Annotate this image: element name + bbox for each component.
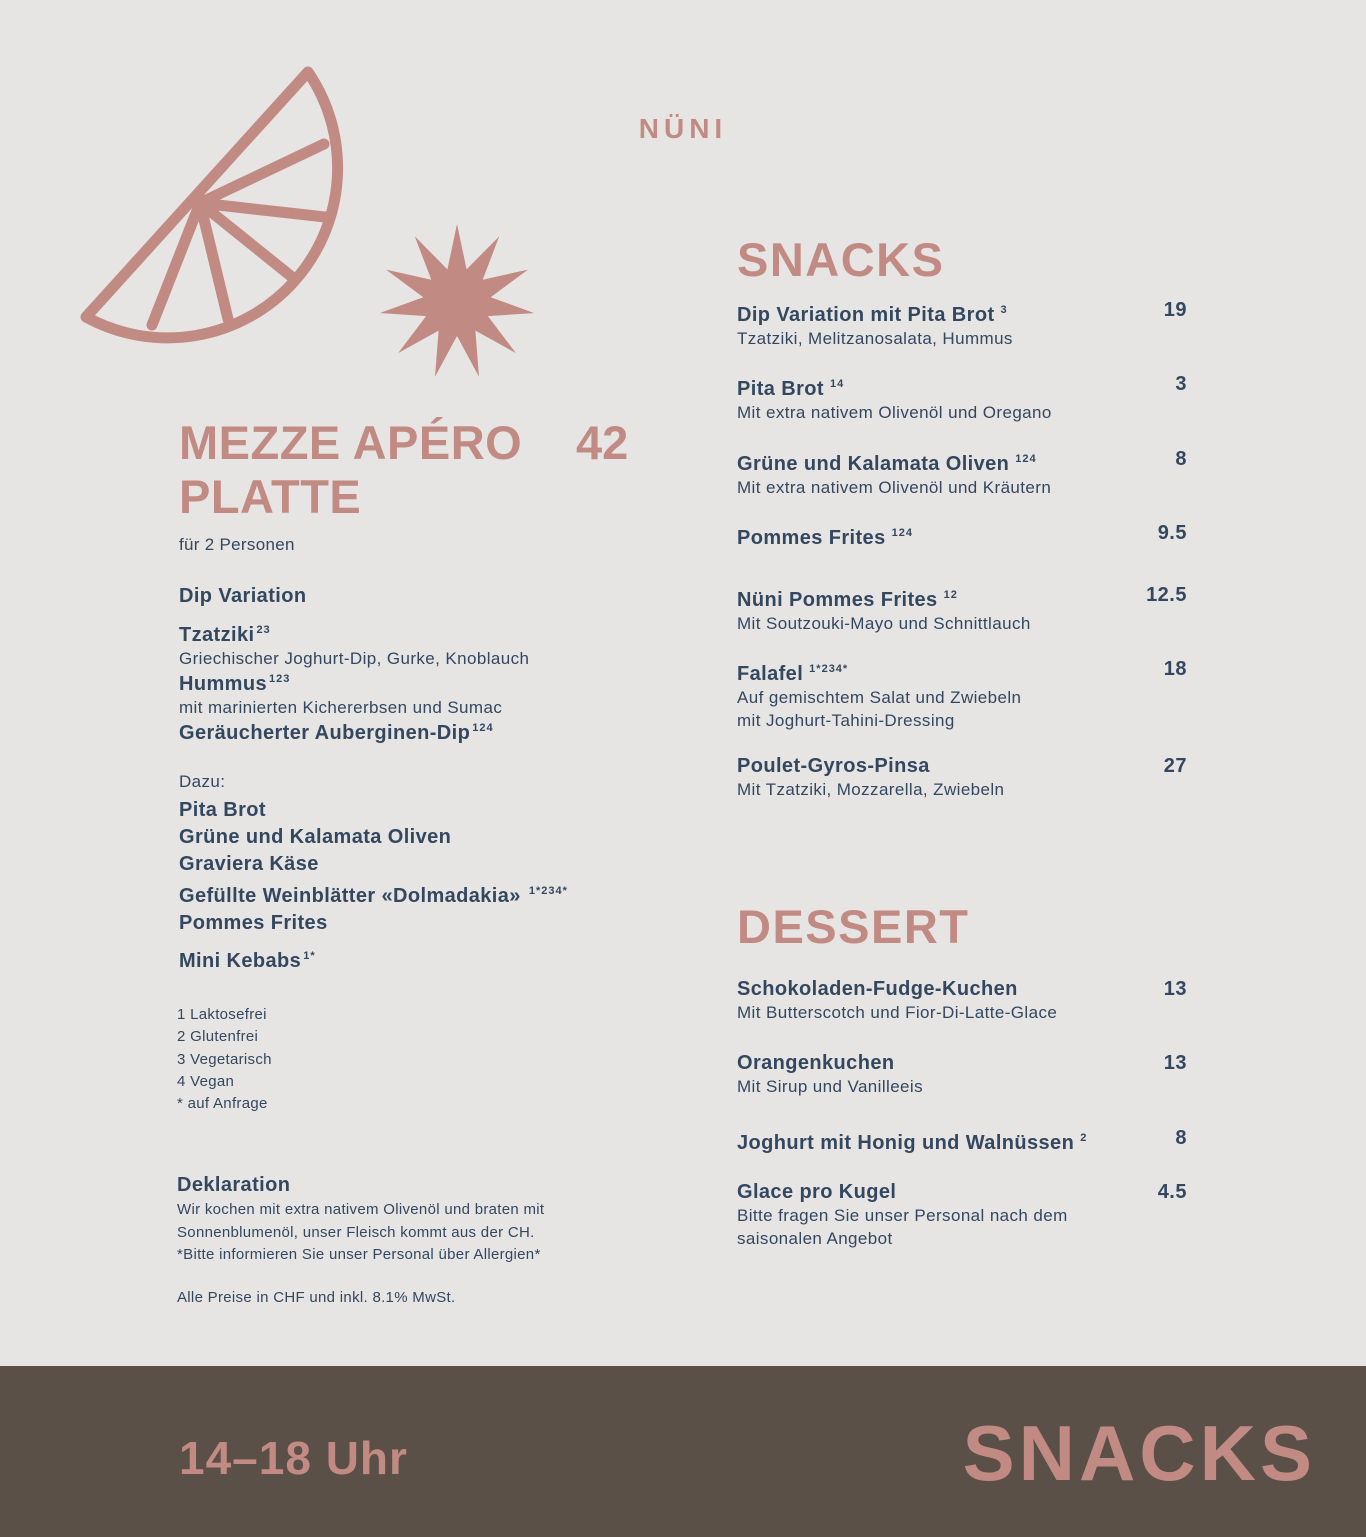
item-desc: mit Joghurt-Tahini-Dressing (737, 711, 955, 730)
item-sup: 12 (943, 589, 958, 601)
item-name: Orangenkuchen (737, 1052, 895, 1074)
item-desc: Auf gemischtem Salat und Zwiebeln (737, 688, 1022, 707)
item-price: 8 (1175, 448, 1187, 470)
menu-item (737, 1126, 1187, 1155)
dip-sup: 124 (472, 722, 494, 734)
item-sup: 124 (891, 527, 913, 539)
item-price: 3 (1175, 373, 1187, 395)
item-price: 4.5 (1157, 1181, 1187, 1203)
item-name: Schokoladen-Fudge-Kuchen (737, 978, 1018, 1000)
dazu-item: Graviera Käse (179, 853, 319, 875)
dip-item (179, 618, 529, 671)
star-shape (380, 224, 534, 377)
star-icon (375, 223, 540, 381)
menu-item (737, 298, 1187, 350)
dazu-sup: 1* (303, 950, 316, 962)
item-name: Nüni Pommes Frites (737, 589, 938, 611)
item-price: 12.5 (1146, 584, 1187, 606)
mezze-persons: für 2 Personen (179, 535, 295, 554)
menu-item (737, 977, 1187, 1024)
declaration-line: Sonnenblumenöl, unser Fleisch kommt aus der CH. (177, 1223, 535, 1241)
dazu-sup: 1*234* (528, 885, 568, 897)
menu-item (737, 657, 1187, 732)
menu-item (737, 754, 1187, 801)
dip-sup: 23 (256, 624, 271, 636)
orange-slice-icon (70, 60, 360, 360)
dazu-item: Pita Brot (179, 799, 266, 821)
legend-line: 1 Laktosefrei (177, 1006, 267, 1023)
brand-logo: NÜNI (638, 113, 728, 144)
legend-line: 2 Glutenfrei (177, 1028, 259, 1046)
menu-item (737, 1180, 1187, 1250)
item-name: Grüne und Kalamata Oliven (737, 453, 1010, 475)
menu-item (737, 583, 1187, 635)
item-sup: 124 (1015, 453, 1037, 465)
menu-item (737, 521, 1187, 550)
item-price: 13 (1163, 1052, 1187, 1074)
menu-item (737, 372, 1187, 424)
declaration-heading: Deklaration (177, 1174, 291, 1196)
item-sup: 1*234* (809, 663, 849, 675)
item-name: Pita Brot (737, 378, 824, 400)
dip-item (179, 716, 494, 745)
item-desc: Bitte fragen Sie unser Personal nach dem (737, 1206, 1068, 1225)
item-price: 8 (1175, 1127, 1187, 1149)
footer-title: SNACKS (962, 1409, 1316, 1497)
menu-item (737, 447, 1187, 499)
dip-heading: Dip Variation (179, 585, 307, 607)
legend-line: 4 Vegan (177, 1072, 235, 1090)
dip-name: Hummus (179, 673, 267, 695)
mezze-price: 42 (576, 416, 629, 469)
dip-item (179, 667, 502, 720)
item-desc: Mit extra nativem Olivenöl und Oregano (737, 403, 1052, 422)
item-name: Falafel (737, 663, 804, 685)
prices-note: Alle Preise in CHF und inkl. 8.1% MwSt. (177, 1289, 456, 1306)
item-price: 19 (1163, 299, 1187, 321)
item-name: Pommes Frites (737, 527, 886, 549)
item-desc: Mit extra nativem Olivenöl und Kräutern (737, 478, 1052, 497)
dazu-item: Gefüllte Weinblätter «Dolmadakia» $^{1*234*}$ (179, 885, 568, 907)
item-name: Poulet-Gyros-Pinsa (737, 755, 930, 777)
declaration-line: Wir kochen mit extra nativem Olivenöl und braten mit (177, 1201, 545, 1218)
dip-desc: mit marinierten Kichererbsen und Sumac (179, 698, 503, 717)
item-name: Joghurt mit Honig und Walnüssen (737, 1132, 1075, 1154)
item-desc: Mit Butterscotch und Fior-Di-Latte-Glace (737, 1003, 1058, 1022)
dessert-title: DESSERT (737, 900, 970, 953)
item-desc: Mit Tzatziki, Mozzarella, Zwiebeln (737, 780, 1005, 799)
item-price: 27 (1163, 755, 1187, 777)
item-sup: 3 (1000, 304, 1008, 316)
dazu-label: Dazu: (179, 772, 226, 791)
dip-sup: 123 (268, 673, 291, 685)
menu-item (737, 1051, 1187, 1098)
item-name: Dip Variation mit Pita Brot (737, 304, 995, 326)
dip-name: Tzatziki (179, 624, 255, 646)
dazu-item: Pommes Frites (179, 912, 328, 934)
mezze-title: MEZZE APÉRO PLATTE (179, 416, 523, 523)
dip-name: Geräucherter Auberginen-Dip (179, 722, 471, 744)
item-sup: 14 (829, 378, 845, 390)
declaration-line: *Bitte informieren Sie unser Personal über Allergien* (177, 1246, 541, 1263)
dip-desc: Griechischer Joghurt-Dip, Gurke, Knoblauch (179, 649, 530, 668)
dazu-item: Grüne und Kalamata Oliven (179, 826, 452, 848)
item-price: 13 (1163, 978, 1187, 1000)
dazu-item: Mini Kebabs $^{1*}$ (179, 950, 316, 972)
legend-line: * auf Anfrage (177, 1095, 268, 1113)
item-desc: Tzatziki, Melitzanosalata, Hummus (737, 329, 1013, 348)
snacks-title: SNACKS (737, 233, 945, 286)
item-desc: Mit Sirup und Vanilleeis (737, 1077, 923, 1096)
item-desc: saisonalen Angebot (737, 1229, 893, 1248)
item-price: 9.5 (1157, 522, 1187, 544)
dazu-list (179, 797, 568, 975)
item-price: 18 (1163, 658, 1187, 680)
item-sup: 2 (1080, 1132, 1088, 1144)
item-name: Glace pro Kugel (737, 1181, 897, 1203)
allergen-legend (177, 1004, 272, 1115)
legend-line: 3 Vegetarisch (177, 1050, 272, 1068)
item-desc: Mit Soutzouki-Mayo und Schnittlauch (737, 614, 1031, 633)
footer-time: 14–18 Uhr (179, 1432, 408, 1484)
declaration-text (177, 1199, 544, 1267)
